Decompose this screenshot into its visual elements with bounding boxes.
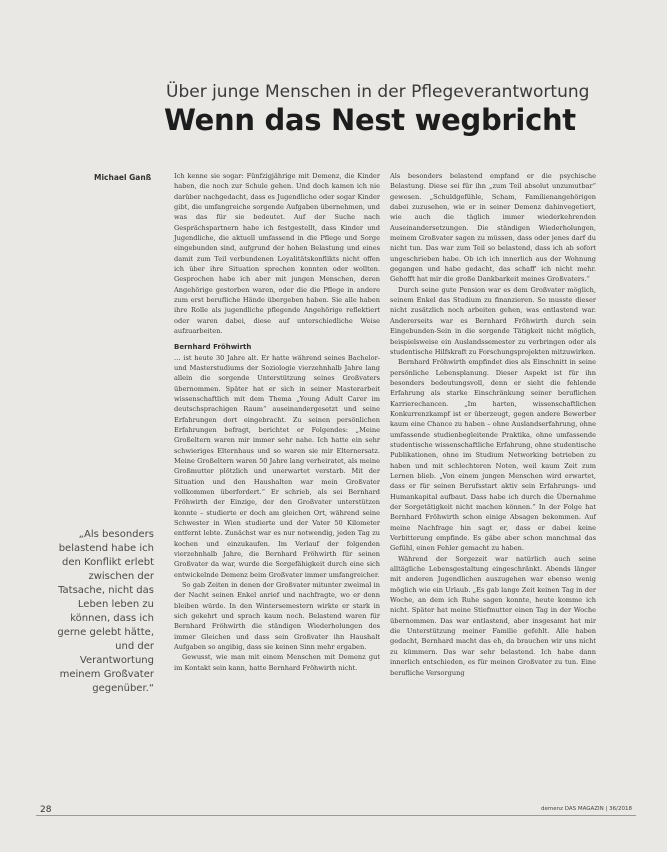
paragraph: Durch seine gute Pension war es dem Großvater möglich, seinem Enkel das Studium zu finanzieren. So musste dieser nicht zusätzlich noch arbeiten gehen, was entlastend war. Andererseits war es Bernhard Fröhwirth durch sein Eingebunden-Sein in die sorgende Tätigkeit nicht möglich, beispielsweise ein Auslandssemester zu verbringen oder als studentische Hilfskraft zu Forschungsprojekten mitzuwirken. [390, 285, 596, 356]
publication-footer: demenz DAS MAGAZIN | 36/2018 [540, 806, 632, 812]
author-name: Michael Ganß [94, 173, 152, 182]
pull-quote: „Als besonders belastend habe ich den Konflikt erlebt zwischen der Tatsache, nicht das Leben leben zu können, dass ich gerne gelebt hätte, und der Verantwortung meinem Großvater gegenüber.“ [57, 529, 154, 694]
paragraph: … ist heute 30 Jahre alt. Er hatte während seines Bachelor- und Masterstudiums der Soziologie vierzehnhalb Jahre lang allein die sorgende Unterstützung seines Großvaters übernommen. Später hat er sich in seiner Masterarbeit wissenschaftlich mit dem Thema „Young Adult Carer im deutschsprachigen Raum“ auseinandergesetzt und seine Erfahrungen dort eingebracht. Zu seinen persönlichen Erfahrungen befragt, berichtet er Folgendes: „Meine Großeltern waren mir immer sehr nahe. Ich hatte ein sehr schwieriges Elternhaus und so waren sie mir Elternersatz. Meine Großeltern waren 50 Jahre lang verheiratet, als meine Großmutter plötzlich und unerwartet verstarb. Mit der Situation und den Haushalten war mein Großvater vollkommen überfordert.“ Er schrieb, als sei Bernhard Fröhwirth der Einzige, der den Großvater unterstützen konnte – studierte er doch am gleichen Ort, während seine Schwester in Wien studierte und der Vater 50 Kilometer entfernt lebte. Zunächst war es nur notwendig, jeden Tag zu kochen und einzukaufen. Im Verlauf der folgenden vierzehnhalb Jahre, die Bernhard Fröhwirth für seinen Großvater da war, wurde die Sorgefähigkeit durch eine sich entwickelnde Demenz beim Großvater immer umfangreicher. [174, 353, 380, 579]
paragraph: Gewusst, wie man mit einem Menschen mit Demenz gut im Kontakt sein kann, hatte Bernhard Fröhwirth nicht. [174, 653, 380, 672]
text-column-left [174, 171, 380, 673]
article-title: Wenn das Nest wegbricht [164, 103, 576, 137]
paragraph: Bernhard Fröhwirth empfindet dies als Einschnitt in seine persönliche Lebensplanung. Dieser Aspekt ist für ihn besonders bedeutungsvoll, denn er sieht die fehlende Erfahrung als starke Einschränkung seiner beruflichen Karrierechancen. „Im harten, wissenschaftlichen Konkurrenzkampf ist er überzeugt, gegen andere Bewerber kaum eine Chance zu haben – ohne Auslandserfahrung, ohne umfassende studienbegleitende Praktika, ohne umfassende studentische wissenschaftliche Erfahrung, ohne studentische Publikationen, ohne im Studium Networking betrieben zu haben und mit schlechteren Noten, weil kaum Zeit zum Lernen blieb. „Von einem jungen Menschen wird erwartet, dass er für seinen Berufsstart aktiv sein Erfahrungs- und Humankapital aufbaut. Dass habe ich durch die Übernahme der Sorgetätigkeit nicht machen können.“ In der Folge hat Bernhard Fröhwirth schon einige Absagen bekommen. Auf meine Nachfrage hin sagt er, dass er dabei keine Verbitterung empfinde. Es gäbe aber schon manchmal das Gefühl, einen Fehler gemacht zu haben. [390, 358, 596, 553]
paragraph: Während der Sorgezeit war natürlich auch seine alltägliche Lebensgestaltung eingeschränkt. Abends länger mit anderen Jugendlichen auszugehen war ebenso wenig möglich wie ein Urlaub. „Es gab lange Zeit keinen Tag in der Woche, an dem ich Ruhe sagen konnte, heute komme ich nicht. Später hat meine Stiefmutter einen Tag in der Woche übernommen. Das war entlastend, aber insgesamt hat mir die Unterstützung meiner Familie gefehlt. Alle haben gedacht, Bernhard macht das eh, da brauchen wir uns nicht zu kümmern. Das war sehr belastend. Ich habe dann innerlich entschieden, es für meinen Großvater zu tun. Eine berufliche Versorgung [390, 554, 596, 677]
paragraph: So gab Zeiten in denen der Großvater mitunter zweimal in der Nacht seinen Enkel anrief und nachfragte, wo er denn bleiben würde. In den Wintersemestern wirkte er stark in sich gekehrt und sprach kaum noch. Belastend waren für Bernhard Fröhwirth die ständigen Wiederholungen des immer Gleichen und dass sein Großvater ihn Haushalt Aufgaben so angibig, dass sie keinen Sinn mehr ergaben. [174, 581, 380, 652]
footer-rule [36, 815, 636, 816]
section-heading: Bernhard Fröhwirth [174, 342, 252, 351]
page-number: 28 [40, 805, 52, 815]
text-column-right [390, 171, 596, 678]
paragraph: Ich kenne sie sogar: Fünfzigjährige mit Demenz, die Kinder haben, die noch zur Schule gehen. Und doch kamen ich nie darüber nachgedacht, dass es Jugendliche oder sogar Kinder gibt, die umfangreiche sorgende Aufgaben übernehmen, und was das für sie bedeutet. Auf der Suche nach Gesprächspartnern habe ich festgestellt, dass Kinder und Jugendliche, die aktuell umfassend in die Pflege und Sorge eingebunden sind, aufgrund der hohen Belastung und eines damit zum Teil verbundenen Loyalitätskonflikts nicht offen ich über ihre Situation sprechen konnten oder wollten. Gesprochen habe ich aber mit jungen Menschen, deren Angehörige gestorben waren, oder die die Pflege in andere zum erst berufliche Hände übergeben haben. Sie alle haben ihre Rolle als jugendliche pflegende Angehörige reflektiert oder waren dabei, diese auf unterschiedliche Weise aufzuarbeiten. [174, 172, 380, 336]
paragraph: Als besonders belastend empfand er die psychische Belastung. Diese sei für ihn „zum Teil absolut unzumutbar“ gewesen. „Schuldgefühle, Scham, Familienangehörigen dabei zuzusehen, wie er in seiner Demenz dahinvegetiert, wie auch die täglich immer wiederkehrenden Auseinandersetzungen. Die ständigen Wiederholungen, meinem Großvater sagen zu müssen, dass oder jenes darf du nicht tun. Das war zum Teil so belastend, dass ich ab sofort ungeschrieben habe. Ob ich ich innerlich aus der Wohnung gegangen und habe gedacht, das schaff' ich nicht mehr. Gehofft hat mir die große Dankbarkeit meines Großvaters.“ [390, 172, 596, 284]
article-kicker: Über junge Menschen in der Pflegeverantwortung [166, 82, 590, 102]
